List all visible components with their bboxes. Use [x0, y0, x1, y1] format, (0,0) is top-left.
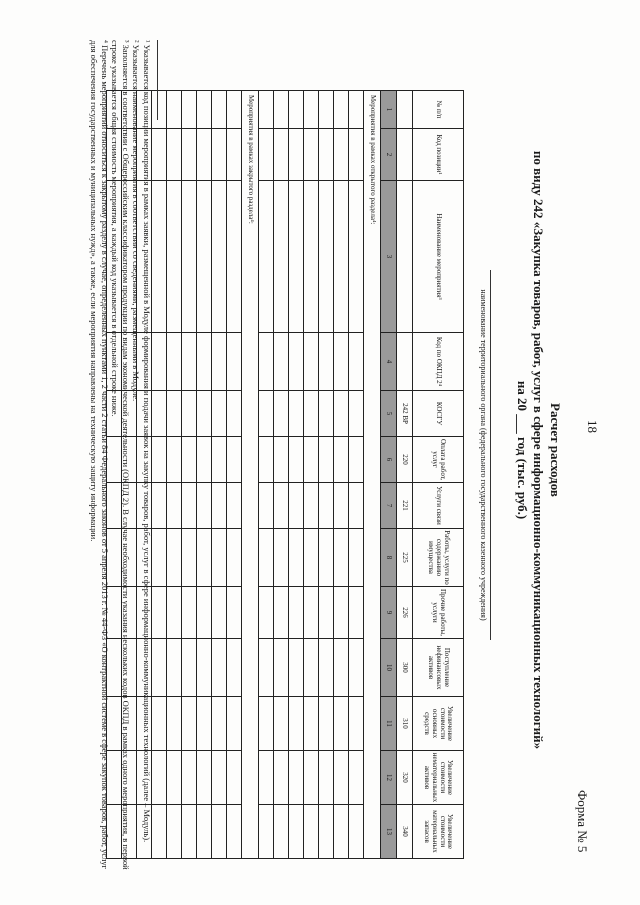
table-row: [212, 91, 227, 859]
page-number: 18: [585, 420, 600, 433]
header-cell: Увеличение стоимости нематериальных активов: [413, 751, 464, 805]
column-number: 1: [381, 91, 397, 129]
header-row: [413, 91, 464, 859]
header-cell: КОСГУ: [413, 391, 464, 437]
column-number: 3: [381, 181, 397, 333]
code-cell: 340: [397, 805, 413, 859]
org-caption: наименование территориального органа (федерального государственного казенного учреждения): [479, 289, 488, 621]
header-cell: Код по ОКПД 2⁴: [413, 333, 464, 391]
header-cell: Прочие работы, услуги: [413, 587, 464, 639]
column-number-row: [381, 91, 397, 859]
footnote: ¹ Указывается код позиции мероприятия в рамках заявки, размещенной в Модуле формирования и подачи заявок на закупку товаров, работ, услуг в сфере информационно-коммуникационных технологий (далее – Модуль).: [142, 40, 152, 843]
column-number: 2: [381, 129, 397, 181]
column-number: 13: [381, 805, 397, 859]
code-cell: [397, 333, 413, 391]
table-row: [197, 91, 212, 859]
section-row-closed: [242, 91, 259, 859]
footnote: ² Указывается наименование мероприятия в соответствии со сведениями, размещенными в Модуле.: [131, 40, 142, 402]
column-number: 11: [381, 697, 397, 751]
org-underline: [490, 270, 491, 640]
code-cell: 220: [397, 437, 413, 483]
title-line-1: Расчет расходов: [548, 403, 563, 497]
column-number: 5: [381, 391, 397, 437]
footnote-rule: [157, 40, 158, 120]
header-cell: Оплата работ, услуг: [413, 437, 464, 483]
header-cell: Услуги связи: [413, 483, 464, 529]
column-number: 4: [381, 333, 397, 391]
column-number: 8: [381, 529, 397, 587]
table-row: [274, 91, 289, 859]
code-cell: 225: [397, 529, 413, 587]
code-cell: [397, 129, 413, 181]
code-row: [397, 91, 413, 859]
footnotes: [88, 40, 152, 870]
column-number: 12: [381, 751, 397, 805]
section-row-open: [364, 91, 381, 859]
section-open-label: Мероприятия в рамках открытого раздела⁴:: [364, 91, 381, 859]
table-row: [167, 91, 182, 859]
code-cell: 320: [397, 751, 413, 805]
table-row: [304, 91, 319, 859]
table-row: [182, 91, 197, 859]
table-row: [227, 91, 242, 859]
code-cell: [397, 181, 413, 333]
code-cell: 310: [397, 697, 413, 751]
table-row: [152, 91, 167, 859]
table-row: [289, 91, 304, 859]
header-cell: Увеличение стоимости основных средств: [413, 697, 464, 751]
expense-table: [106, 90, 464, 859]
table-row: [349, 91, 364, 859]
header-cell: Код позиции¹: [413, 129, 464, 181]
column-number: 7: [381, 483, 397, 529]
table-row: [334, 91, 349, 859]
code-cell: 242 ВР: [397, 391, 413, 437]
column-number: 9: [381, 587, 397, 639]
header-cell: Увеличение стоимости материальных запасов: [413, 805, 464, 859]
code-cell: 300: [397, 639, 413, 697]
table-row: [319, 91, 334, 859]
footnote: ⁴ Перечень мероприятий относиться к закрытому разделу в случае, определенных пунктами 1, 2 части 2 статьи 84 Федерального законов от 5 апреля 2013 г. № 44-ФЗ «О контрактной системе в сфере закупок товаров, работ, услуг для обеспечения государственных и муниципальных нужд», а также, если мероприятия направлены на техническую защиту информации.: [89, 40, 110, 870]
code-cell: [397, 91, 413, 129]
table-row: [259, 91, 274, 859]
form-label: Форма № 5: [575, 790, 590, 853]
header-cell: Наименование мероприятия³: [413, 181, 464, 333]
code-cell: 221: [397, 483, 413, 529]
header-cell: Поступление нефинансовых активов: [413, 639, 464, 697]
header-cell: Работы, услуги по содержанию имущества: [413, 529, 464, 587]
title-line-2: по виду 242 «Закупка товаров, работ, услуг в сфере информационно-коммуникационных технологий»: [531, 150, 546, 750]
column-number: 10: [381, 639, 397, 697]
footnote: ³ Заполняется в соответствии с Общероссийским классификатором продукции по видам экономической деятельности (ОКПД 2). В случае необходимости указания нескольких кодов ОКПД в рамках одного мероприятия, в первой строке указывается общая стоимость мероприятия, а каждый код указывается в отдельной строке ниже.: [110, 40, 131, 870]
header-cell: № п/п: [413, 91, 464, 129]
title-line-3: на 20 ___ год (тыс. руб.): [515, 380, 530, 520]
column-number: 6: [381, 437, 397, 483]
section-closed-label: Мероприятия в рамках закрытого раздела⁴:: [242, 91, 259, 859]
code-cell: 226: [397, 587, 413, 639]
